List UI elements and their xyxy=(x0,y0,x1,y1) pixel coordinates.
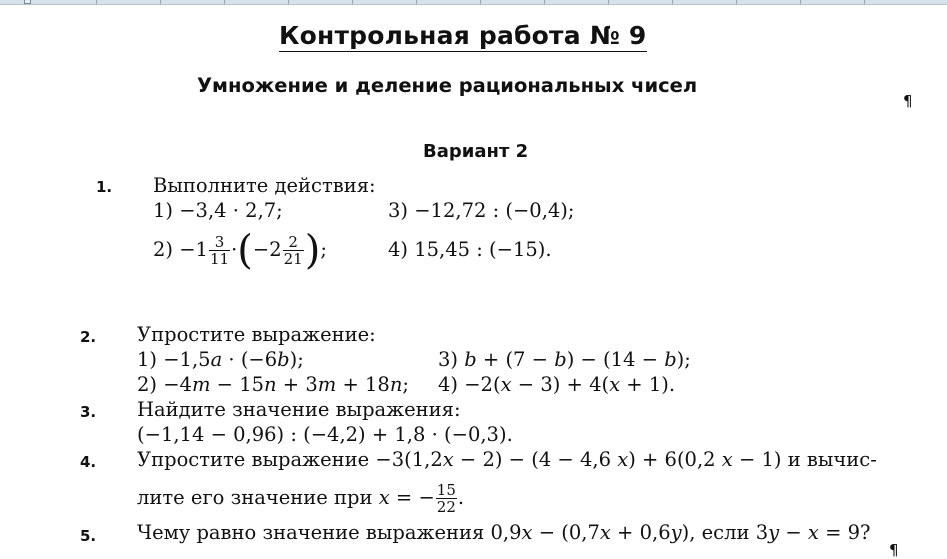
ruler-tick xyxy=(352,0,353,4)
expr-part: лите его значение при xyxy=(137,486,379,509)
task-text xyxy=(137,474,464,522)
task-prompt: Упростите выражение: xyxy=(137,323,376,346)
task-item xyxy=(137,373,409,397)
expr-part: . xyxy=(457,486,465,509)
variable: x xyxy=(609,373,621,396)
ruler-tick xyxy=(864,0,865,4)
paragraph-mark: ¶ xyxy=(889,541,899,559)
expr-part: 2) −1 xyxy=(153,238,208,261)
ruler-tick xyxy=(608,0,609,4)
ruler xyxy=(0,0,947,5)
variable: y xyxy=(768,521,780,544)
fraction-numerator: 2 xyxy=(283,234,304,251)
expr-part: − 15 xyxy=(210,373,265,396)
expr-part: 2) −4 xyxy=(137,373,192,396)
variable: x xyxy=(807,521,819,544)
expr-part: = − xyxy=(389,486,435,509)
task-text xyxy=(137,521,871,545)
expr-part: − 2) − (4 − 4,6 xyxy=(453,448,618,471)
task-number: 4. xyxy=(80,453,97,471)
task-item xyxy=(137,348,304,372)
ruler-tick xyxy=(224,0,225,4)
expr-part: ) + 6(0,2 xyxy=(628,448,722,471)
expr-part: Чему равно значение выражения 0,9 xyxy=(137,521,522,544)
fraction-numerator: 15 xyxy=(436,481,456,499)
variable: x xyxy=(378,486,390,509)
task-text xyxy=(137,448,877,472)
expr-part: ; xyxy=(402,373,409,396)
variable: n xyxy=(389,373,403,396)
expr-part: Упростите выражение −3(1,2 xyxy=(137,448,443,471)
expr-part: − 1) и вычис- xyxy=(732,448,877,471)
expr-part: 3) xyxy=(438,348,465,371)
task-item-fraction-expression xyxy=(153,226,327,274)
expr-part: 1) −1,5 xyxy=(137,348,211,371)
expr-part: + (7 − xyxy=(476,348,555,371)
variable: b xyxy=(277,348,290,371)
ruler-tick xyxy=(672,0,673,4)
expr-part: · (−6 xyxy=(222,348,278,371)
expr-part: −2 xyxy=(252,238,282,261)
page-title: Контрольная работа № 9 xyxy=(279,21,647,50)
fraction-denominator: 22 xyxy=(436,498,456,516)
task-item: 4) 15,45 : (−15). xyxy=(388,238,552,261)
variable: b xyxy=(664,348,677,371)
paren: ( xyxy=(237,227,253,274)
variable: x xyxy=(500,373,512,396)
ruler-tick xyxy=(96,0,97,4)
expr-part: − 3) + 4( xyxy=(511,373,610,396)
fraction-numerator: 3 xyxy=(209,234,230,251)
fraction xyxy=(283,234,304,267)
variable: x xyxy=(617,448,629,471)
variable: x xyxy=(442,448,454,471)
expr-part: + 18 xyxy=(336,373,390,396)
ruler-tick xyxy=(800,0,801,4)
task-prompt: Найдите значение выражения: xyxy=(137,398,461,421)
task-number: 5. xyxy=(80,527,97,545)
expr-part: + 1). xyxy=(620,373,676,396)
expr-part: + 0,6 xyxy=(610,521,671,544)
variable: m xyxy=(191,373,211,396)
task-item xyxy=(438,348,691,372)
expr-part: ) − (14 − xyxy=(566,348,665,371)
expr-part: ); xyxy=(289,348,304,371)
expr-part: − xyxy=(779,521,808,544)
fraction xyxy=(436,482,457,515)
expr-part: ; xyxy=(320,238,327,261)
task-item: 1) −3,4 · 2,7; xyxy=(153,199,283,222)
task-number: 2. xyxy=(80,328,97,346)
ruler-tick xyxy=(480,0,481,4)
expr-part: + 3 xyxy=(276,373,318,396)
paragraph-mark: ¶ xyxy=(903,92,913,110)
ruler-tick xyxy=(544,0,545,4)
variable: y xyxy=(670,521,682,544)
variable: x xyxy=(521,521,533,544)
fraction-denominator: 11 xyxy=(209,250,230,268)
variant-heading: Вариант 2 xyxy=(423,141,529,162)
ruler-tick xyxy=(288,0,289,4)
fraction xyxy=(209,234,230,267)
variable: n xyxy=(264,373,277,396)
variable: b xyxy=(554,348,567,371)
ruler-tick xyxy=(416,0,417,4)
expr-part: = 9? xyxy=(818,521,871,544)
expr-part: · xyxy=(231,238,238,261)
ruler-tick xyxy=(736,0,737,4)
fraction-denominator: 21 xyxy=(283,250,303,268)
expr-part: 4) −2( xyxy=(438,373,501,396)
task-prompt: Выполните действия: xyxy=(153,174,376,197)
variable: x xyxy=(721,448,733,471)
paren: ) xyxy=(304,227,321,274)
expr-part: ), если 3 xyxy=(681,521,769,544)
task-item xyxy=(438,373,675,397)
ruler-tick xyxy=(160,0,161,4)
variable: b xyxy=(464,348,477,371)
variable: m xyxy=(317,373,337,396)
task-item: (−1,14 − 0,96) : (−4,2) + 1,8 · (−0,3). xyxy=(137,423,513,446)
expr-part: − (0,7 xyxy=(532,521,600,544)
task-item: 3) −12,72 : (−0,4); xyxy=(388,199,575,222)
expr-part: ); xyxy=(676,348,691,371)
ruler-indent-marker[interactable] xyxy=(24,0,31,4)
page-subtitle: Умножение и деление рациональных чисел xyxy=(197,74,698,97)
task-number: 3. xyxy=(80,403,97,421)
variable: x xyxy=(599,521,611,544)
variable: a xyxy=(210,348,223,371)
task-number: 1. xyxy=(96,178,113,196)
